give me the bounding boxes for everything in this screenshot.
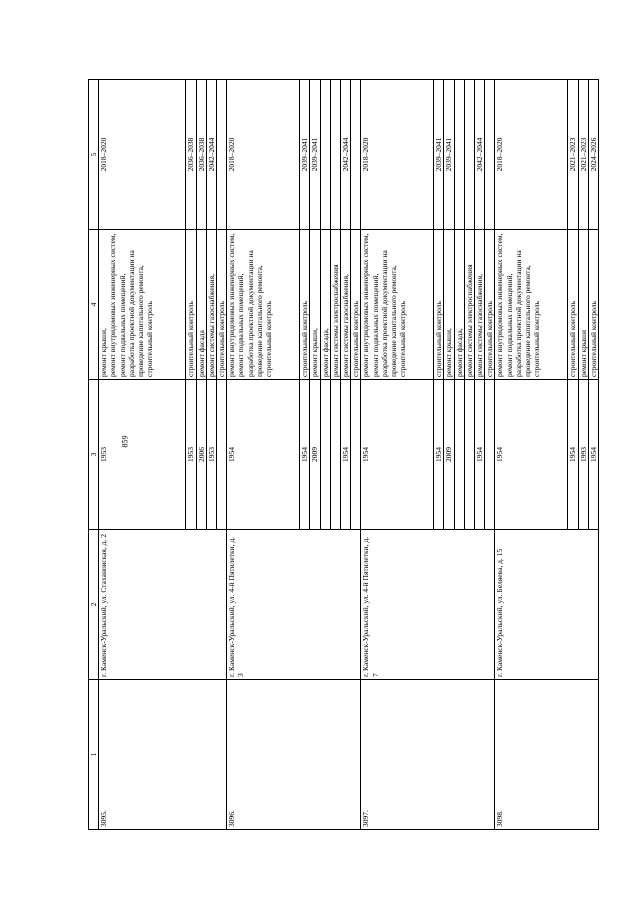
repair-period: 2042–2044 [475, 80, 485, 230]
repair-period: 2024–2026 [588, 80, 598, 230]
works-item: строительный контроль [485, 230, 495, 380]
record-number: 3098. [495, 680, 599, 830]
page-number: 859 [120, 435, 130, 448]
works-item: ремонт системы газоснабжения, [206, 230, 216, 380]
works-item: строительный контроль [300, 230, 310, 380]
repair-period [330, 80, 340, 230]
construction-year: 1954 [227, 380, 300, 530]
record-number: 3097. [361, 680, 495, 830]
repair-period: 2021–2023 [568, 80, 578, 230]
record-number: 3095. [99, 680, 227, 830]
repair-period: 2021–2023 [578, 80, 588, 230]
construction-year: 1993 [578, 380, 588, 530]
works-item: ремонт внутридомовых инженерных систем, [361, 233, 371, 377]
table-row [227, 80, 300, 830]
works-item: разработка проектной документации на [245, 250, 255, 377]
table-row [361, 80, 434, 830]
works-item: строительный контроль [351, 230, 361, 380]
table-row [495, 80, 568, 830]
works-item: проведение капитального ремонта, [388, 265, 398, 377]
record-address: г. Каменск-Уральский, ул. 4-й Пятилетки, д. 3 [227, 530, 361, 680]
repair-period [485, 80, 495, 230]
header-row [89, 80, 99, 830]
works-list [227, 230, 300, 380]
works-item: проведение капитального ремонта, [523, 265, 533, 377]
repair-period: 2036–2038 [186, 80, 196, 230]
works-item: ремонт фасада, [320, 230, 330, 380]
construction-year: 1954 [434, 380, 444, 530]
works-item: ремонт подвальных помещений, [504, 273, 514, 377]
header-col-4: 4 [89, 230, 99, 380]
works-list [99, 230, 186, 380]
construction-year: 1954 [340, 380, 350, 530]
works-item: ремонт внутридомовых инженерных систем, [495, 233, 505, 377]
construction-year: 2009 [310, 380, 320, 530]
works-item: строительный контроль [588, 230, 598, 380]
repair-period: 2018–2020 [99, 80, 186, 230]
header-col-3: 3 [89, 380, 99, 530]
construction-year [454, 380, 464, 530]
works-item: ремонт системы электроснабжения [330, 230, 340, 380]
repair-period [217, 80, 227, 230]
works-item: ремонт фасада [196, 230, 206, 380]
works-item: проведение капитального ремонта, [254, 265, 264, 377]
works-item: строительный контроль [217, 230, 227, 380]
repair-period [464, 80, 474, 230]
works-item: ремонт подвальных помещений, [236, 273, 246, 377]
construction-year: 1954 [588, 380, 598, 530]
repair-period: 2036–2038 [196, 80, 206, 230]
works-item: ремонт крыши [578, 230, 588, 380]
construction-year: 1954 [495, 380, 568, 530]
works-item: ремонт внутридомовых инженерных систем, [227, 233, 237, 377]
repair-period: 2039–2041 [444, 80, 454, 230]
works-list [495, 230, 568, 380]
works-item: разработка проектной документации на [513, 250, 523, 377]
works-item: ремонт крыши, [310, 230, 320, 380]
works-item: ремонт подвальных помещений, [117, 273, 127, 377]
repair-period: 2039–2041 [434, 80, 444, 230]
construction-year: 1954 [300, 380, 310, 530]
construction-year: 1954 [361, 380, 434, 530]
repair-period [454, 80, 464, 230]
works-item: ремонт крыши, [99, 328, 109, 377]
repair-period [320, 80, 330, 230]
works-item: строительный контроль [264, 301, 274, 377]
construction-year [217, 380, 227, 530]
construction-year [330, 380, 340, 530]
works-item: ремонт системы электроснабжения [464, 230, 474, 380]
works-item: ремонт фасада, [454, 230, 464, 380]
works-item: строительный контроль [532, 301, 542, 377]
repair-period: 2039–2041 [310, 80, 320, 230]
table-body [99, 80, 599, 830]
works-item: ремонт системы газоснабжения, [340, 230, 350, 380]
header-col-5: 5 [89, 80, 99, 230]
construction-year [320, 380, 330, 530]
table-row [99, 80, 186, 830]
header-col-1: 1 [89, 680, 99, 830]
record-number: 3096. [227, 680, 361, 830]
construction-year [485, 380, 495, 530]
works-item: проведение капитального ремонта, [136, 265, 146, 377]
repair-period: 2018–2020 [361, 80, 434, 230]
repair-period [351, 80, 361, 230]
repair-period: 2039–2041 [300, 80, 310, 230]
repair-period: 2042–2044 [340, 80, 350, 230]
construction-year: 1953 [206, 380, 216, 530]
repair-period: 2042–2044 [206, 80, 216, 230]
record-address: г. Каменск-Уральский, ул. Стахановская, д. 2 [99, 530, 227, 680]
works-item: строительный контроль [186, 230, 196, 380]
repair-period: 2018–2020 [495, 80, 568, 230]
works-list [361, 230, 434, 380]
works-item: ремонт подвальных помещений, [370, 273, 380, 377]
works-item: строительный контроль [145, 301, 155, 377]
works-item: строительный контроль [398, 301, 408, 377]
works-item: разработка проектной документации на [126, 250, 136, 377]
header-col-2: 2 [89, 530, 99, 680]
construction-year: 2006 [196, 380, 206, 530]
works-item: ремонт внутридомовых инженерных систем, [108, 233, 118, 377]
construction-year: 1954 [475, 380, 485, 530]
record-address: г. Каменск-Уральский, ул. 4-й Пятилетки, д. 7 [361, 530, 495, 680]
works-item: строительный контроль [434, 230, 444, 380]
construction-year: 2009 [444, 380, 454, 530]
repair-schedule-table [88, 79, 599, 830]
works-item: ремонт системы газоснабжения, [475, 230, 485, 380]
construction-year [351, 380, 361, 530]
works-item: разработка проектной документации на [379, 250, 389, 377]
construction-year: 1954 [568, 380, 578, 530]
construction-year: 1953 [186, 380, 196, 530]
record-address: г. Каменск-Уральский, ул. Беляева, д. 15 [495, 530, 599, 680]
construction-year [464, 380, 474, 530]
construction-year: 1953 [99, 380, 186, 530]
works-item: строительный контроль [568, 230, 578, 380]
repair-period: 2018–2020 [227, 80, 300, 230]
rotated-table-wrapper [88, 79, 599, 830]
works-item: ремонт крыши, [444, 230, 454, 380]
